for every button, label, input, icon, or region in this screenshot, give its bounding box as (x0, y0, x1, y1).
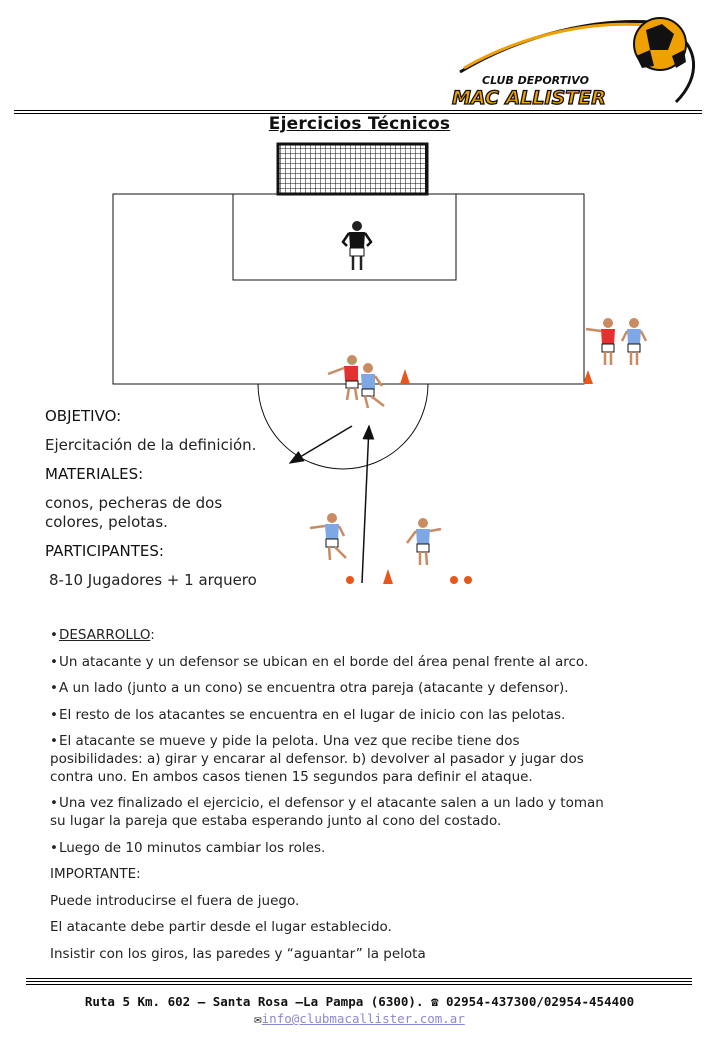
paragraph-5-text-1: Una vez finalizado el ejercicio, el defensor y el atacante salen a un lado y toman (58, 795, 604, 811)
paragraph-3 (50, 706, 680, 724)
objetivo-text: Ejercitación de la definición. (45, 436, 257, 454)
paragraph-6 (50, 839, 680, 857)
desarrollo-label: DESARROLLO (58, 627, 151, 643)
objetivo-heading: OBJETIVO: (45, 407, 122, 425)
ball-1 (346, 576, 354, 584)
side-attacker (622, 318, 646, 365)
penalty-area (113, 194, 584, 384)
materiales-text-2: colores, pelotas. (45, 513, 168, 531)
footer-email-line (0, 1011, 719, 1026)
participantes-heading: PARTICIPANTES: (45, 542, 164, 560)
desarrollo-colon: : (150, 627, 155, 643)
materiales-text-1: conos, pecheras de dos (45, 494, 223, 512)
paragraph-5-line-1 (50, 794, 680, 812)
paragraph-4-line-2: posibilidades: a) girar y encarar al defensor. b) devolver al pasador y jugar dos (50, 751, 584, 767)
importante-heading: IMPORTANTE: (50, 866, 141, 882)
footer-rule-bottom (26, 984, 692, 985)
participantes-text: 8-10 Jugadores + 1 arquero (49, 571, 257, 589)
waiting-attacker-right (407, 518, 441, 565)
goalkeeper (343, 221, 371, 270)
penalty-arc (258, 384, 428, 469)
paragraph-3-text: El resto de los atacantes se encuentra en el lugar de inicio con las pelotas. (58, 707, 566, 723)
header-rule-top (14, 110, 702, 111)
waiting-attacker-left (310, 513, 346, 560)
paragraph-5-line-2: su lugar la pareja que estaba esperando junto al cono del costado. (50, 813, 502, 829)
paragraph-1 (50, 653, 680, 671)
center-cone (400, 369, 410, 384)
desarrollo-heading (50, 626, 680, 644)
logo-big-text: MAC ALLISTER (452, 87, 606, 109)
logo-small-text: CLUB DEPORTIVO (482, 74, 589, 87)
paragraph-2-text: A un lado (junto a un cono) se encuentra otra pareja (atacante y defensor). (58, 680, 569, 696)
importante-1: Puede introducirse el fuera de juego. (50, 893, 300, 909)
paragraph-2 (50, 679, 680, 697)
central-attacker (361, 363, 384, 408)
central-defender (328, 355, 358, 400)
paragraph-4-text-1: El atacante se mueve y pide la pelota. Una vez que recibe tiene dos (58, 733, 520, 749)
turn-arrow (290, 426, 352, 463)
materiales-heading: MATERIALES: (45, 465, 144, 483)
side-defender (586, 318, 615, 365)
ball-2 (450, 576, 458, 584)
paragraph-1-text: Un atacante y un defensor se ubican en el borde del área penal frente al arco. (58, 654, 589, 670)
paragraph-4-line-1 (50, 732, 680, 750)
paragraph-4-line-3: contra uno. En ambos casos tienen 15 segundos para definir el ataque. (50, 769, 533, 785)
club-logo (440, 6, 710, 110)
footer-email-link[interactable]: info@clubmacallister.com.ar (261, 1011, 465, 1026)
envelope-icon: ✉ (254, 1011, 262, 1026)
footer-rule-top (26, 978, 692, 979)
importante-2: El atacante debe partir desde el lugar establecido. (50, 919, 392, 935)
importante-3: Insistir con los giros, las paredes y “aguantar” la pelota (50, 946, 426, 962)
goal-net (278, 144, 427, 194)
goal-area (233, 194, 456, 280)
start-cone (383, 569, 393, 584)
pass-arrow (362, 426, 369, 583)
page-title: Ejercicios Técnicos (268, 114, 451, 134)
ball-3 (464, 576, 472, 584)
footer-rule-middle (26, 981, 692, 982)
paragraph-6-text: Luego de 10 minutos cambiar los roles. (58, 840, 326, 856)
footer-address: Ruta 5 Km. 602 – Santa Rosa –La Pampa (6300). ☎ 02954-437300/02954-454400 (84, 994, 635, 1009)
